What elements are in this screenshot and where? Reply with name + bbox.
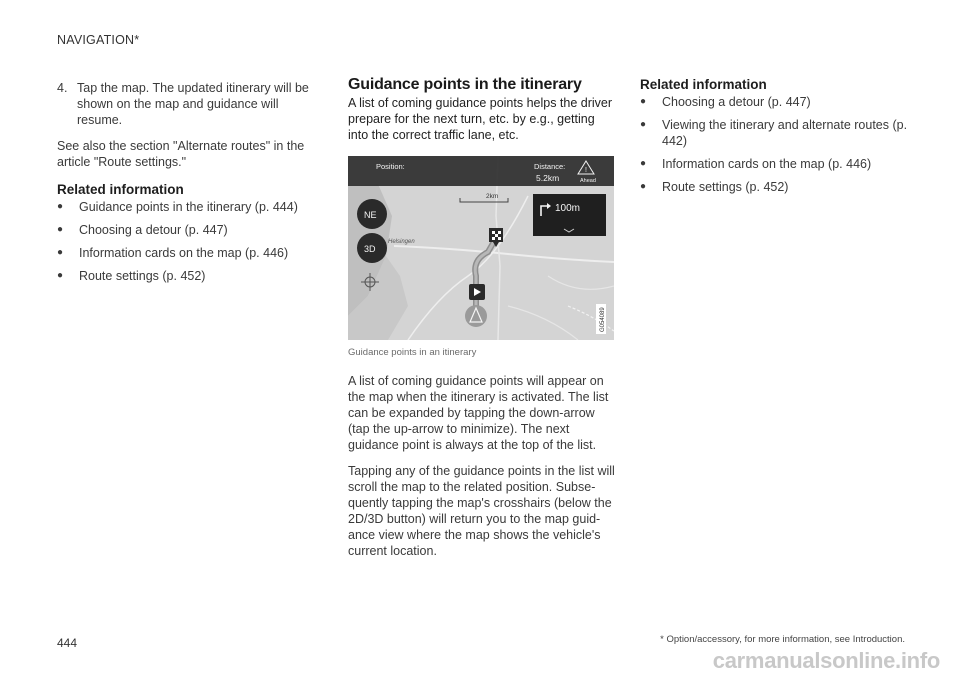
bullet-icon: ● xyxy=(640,96,647,107)
body-text xyxy=(348,373,616,559)
section-header: NAVIGATION* xyxy=(57,33,140,47)
footnote: * Option/accessory, for more information, see Introduction. xyxy=(660,634,905,645)
map-distance-label: Distance: xyxy=(534,162,566,171)
related-link-itinerary[interactable]: ● Viewing the itinerary and alternate routes (p. 442) xyxy=(640,118,908,148)
related-list xyxy=(57,199,327,284)
paragraph-2: Tapping any of the guidance points in the list will scroll the map to the related position. Subse-quently tapping the map's crosshairs (below the 2D/3D button) will return you to the map guid-ance view where the map shows the vehicle's current location. xyxy=(348,464,615,558)
related-link-route-settings[interactable]: ● Route settings (p. 452) xyxy=(640,180,789,194)
bullet-icon: ● xyxy=(57,270,64,281)
right-column xyxy=(640,77,910,202)
step-text: Tap the map. The updated itinerary will be shown on the map and guidance will resume. xyxy=(77,81,309,127)
page-number: 444 xyxy=(57,636,78,650)
map-ahead-label: Ahead xyxy=(580,178,596,184)
map-next-turn-distance: 100m xyxy=(555,203,581,214)
bullet-icon: ● xyxy=(640,119,647,130)
next-turn-panel xyxy=(533,194,606,236)
lead-text: A list of coming guidance points helps the driver prepare for the next turn, etc. by e.g., getting into the correct traffic lane, etc. xyxy=(348,96,613,142)
svg-text:G054089: G054089 xyxy=(600,307,606,332)
vehicle-position-icon xyxy=(465,305,487,327)
map-distance-value: 5.2km xyxy=(536,173,560,183)
guidance-point-marker-icon xyxy=(469,284,485,300)
step-item xyxy=(57,80,327,128)
map-illustration xyxy=(348,156,614,340)
related-link-route-settings[interactable]: ● Route settings (p. 452) xyxy=(57,269,206,283)
bullet-icon: ● xyxy=(57,224,64,235)
step-number: 4. xyxy=(57,81,68,95)
related-link-detour[interactable]: ● Choosing a detour (p. 447) xyxy=(640,95,811,109)
image-code xyxy=(596,304,606,334)
see-also-text: See also the section "Alternate routes" in the article "Route settings." xyxy=(57,139,305,169)
map-position-label: Position: xyxy=(376,162,405,171)
map-graphic xyxy=(348,156,614,340)
section-title: Guidance points in the itinerary xyxy=(348,76,582,93)
figure-caption: Guidance points in an itinerary xyxy=(348,347,477,358)
view-mode-label: 3D xyxy=(364,244,376,254)
compass-label: NE xyxy=(364,210,377,220)
bullet-icon: ● xyxy=(640,181,647,192)
map-scale-label: 2km xyxy=(486,193,499,200)
related-link-info-cards[interactable]: ● Information cards on the map (p. 446) xyxy=(57,246,289,260)
map-place-label: Helsingen xyxy=(388,239,415,245)
left-column xyxy=(57,80,327,291)
related-list-right xyxy=(640,94,910,195)
related-link-guidance-points[interactable]: ● Guidance points in the itinerary (p. 444) xyxy=(57,200,298,214)
related-link-info-cards[interactable]: ● Information cards on the map (p. 446) xyxy=(640,157,872,171)
related-link-detour[interactable]: ● Choosing a detour (p. 447) xyxy=(57,223,228,237)
related-heading-right: Related information xyxy=(640,77,767,92)
watermark: carmanualsonline.info xyxy=(712,648,940,673)
bullet-icon: ● xyxy=(57,201,64,212)
bullet-icon: ● xyxy=(57,247,64,258)
svg-text:!: ! xyxy=(585,167,587,174)
paragraph-1: A list of coming guidance points will appear on the map when the itinerary is activated. The list can be expanded by tapping the down-arrow (tap the up-arrow to minimize). The next guidance point is always at the top of the list. xyxy=(348,374,609,452)
bullet-icon: ● xyxy=(640,158,647,169)
middle-column xyxy=(348,77,616,569)
related-heading: Related information xyxy=(57,182,184,197)
